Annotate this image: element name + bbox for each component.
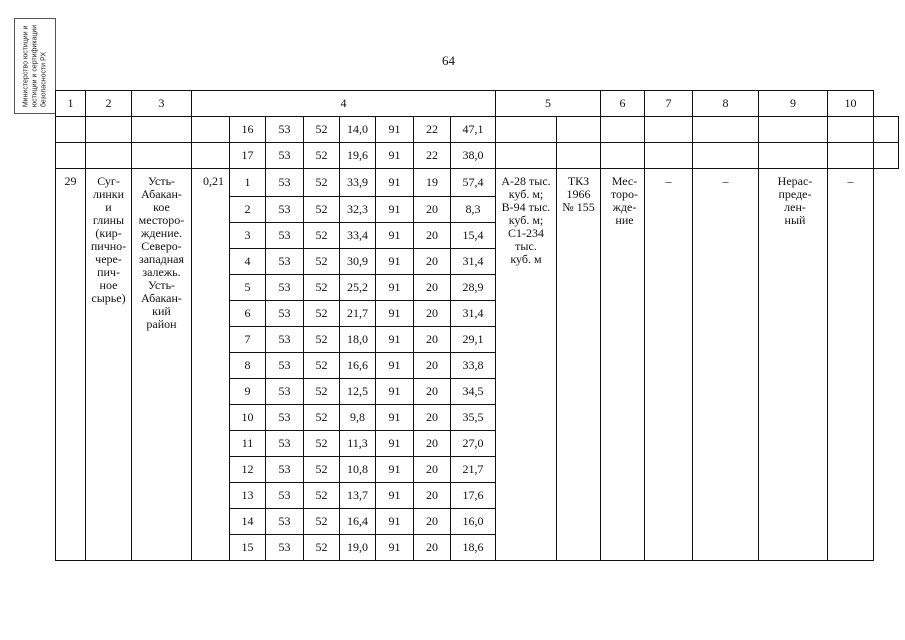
entry-number: 29 [56, 169, 86, 561]
header-row [56, 91, 899, 117]
point-cell: 91 [376, 457, 414, 483]
reserves-line: куб. м [510, 252, 542, 266]
stamp-line: юстиции и сертификации [31, 24, 39, 108]
location-line: кое [153, 200, 170, 214]
mineral-line: сырье) [91, 291, 126, 305]
location-line: Усть- [147, 174, 176, 188]
approval-line: ТКЗ [567, 174, 590, 188]
point-cell: 20 [414, 405, 451, 431]
point-cell: 27,0 [451, 431, 496, 457]
empty-cell [874, 143, 899, 169]
point-cell: 52 [304, 535, 340, 561]
point-cell: 15,4 [451, 223, 496, 249]
point-cell: 52 [304, 405, 340, 431]
location-line: ждение. [141, 226, 182, 240]
point-cell: 52 [304, 353, 340, 379]
point-cell: 52 [304, 143, 340, 169]
empty-cell [693, 143, 759, 169]
point-cell: 91 [376, 249, 414, 275]
point-cell: 21,7 [340, 301, 376, 327]
point-cell: 52 [304, 379, 340, 405]
point-cell: 22 [414, 143, 451, 169]
point-cell: 91 [376, 143, 414, 169]
area: 0,21 [192, 169, 230, 561]
point-cell: 52 [304, 327, 340, 353]
point-cell: 16,0 [451, 509, 496, 535]
point-cell: 14 [230, 509, 266, 535]
point-cell: 25,2 [340, 275, 376, 301]
location-line: Северо- [141, 239, 182, 253]
point-cell: 53 [266, 483, 304, 509]
header-cell: 7 [645, 91, 693, 117]
point-cell: 53 [266, 223, 304, 249]
stamp-line: безопасности РХ [40, 51, 48, 108]
point-cell: 12,5 [340, 379, 376, 405]
page-number: 64 [442, 53, 455, 68]
point-cell: 91 [376, 301, 414, 327]
point-cell: 30,9 [340, 249, 376, 275]
point-cell: 31,4 [451, 301, 496, 327]
location [132, 169, 192, 561]
header-cell: 5 [496, 91, 601, 117]
point-cell: 16 [230, 117, 266, 143]
owner-line: Нерас- [777, 174, 813, 188]
reserves [496, 169, 557, 561]
point-cell: 16,6 [340, 353, 376, 379]
point-cell: 20 [414, 223, 451, 249]
point-cell: 19 [414, 169, 451, 197]
point-cell: 52 [304, 483, 340, 509]
point-cell: 91 [376, 117, 414, 143]
point-cell: 2 [230, 197, 266, 223]
point-cell: 9 [230, 379, 266, 405]
reserves-line: тыс. [515, 239, 537, 253]
point-cell: 52 [304, 169, 340, 197]
point-cell: 53 [266, 327, 304, 353]
point-cell: 10 [230, 405, 266, 431]
location-line: залежь. [142, 265, 181, 279]
approval [557, 169, 601, 561]
location-line: район [146, 317, 177, 331]
continuation-row [56, 143, 899, 169]
point-cell: 10,8 [340, 457, 376, 483]
registration-stamp [14, 18, 56, 114]
header-cell: 1 [56, 91, 86, 117]
point-cell: 8,3 [451, 197, 496, 223]
point-cell: 52 [304, 223, 340, 249]
deposit-type-line: ние [615, 213, 634, 227]
point-cell: 91 [376, 431, 414, 457]
empty-cell [759, 143, 828, 169]
point-cell: 20 [414, 275, 451, 301]
point-cell: 33,8 [451, 353, 496, 379]
point-cell: 20 [414, 301, 451, 327]
point-cell: 91 [376, 509, 414, 535]
empty-cell [86, 117, 132, 143]
empty-cell [132, 143, 192, 169]
owner-line: ный [784, 213, 806, 227]
point-cell: 53 [266, 353, 304, 379]
point-cell: 91 [376, 197, 414, 223]
point-cell: 4 [230, 249, 266, 275]
reserves-line: В-94 тыс. [501, 200, 551, 214]
header-cell: 3 [132, 91, 192, 117]
col7-value: – [645, 169, 693, 561]
location-line: Усть- [147, 278, 176, 292]
point-cell: 18,6 [451, 535, 496, 561]
reserves-line: куб. м; [508, 213, 544, 227]
point-cell: 28,9 [451, 275, 496, 301]
point-cell: 11,3 [340, 431, 376, 457]
col8-value: – [693, 169, 759, 561]
point-cell: 33,9 [340, 169, 376, 197]
point-cell: 20 [414, 483, 451, 509]
empty-cell [828, 117, 874, 143]
location-line: западная [138, 252, 185, 266]
point-cell: 19,0 [340, 535, 376, 561]
point-cell: 16,4 [340, 509, 376, 535]
point-cell: 91 [376, 223, 414, 249]
point-cell: 17,6 [451, 483, 496, 509]
stamp-text [22, 25, 49, 107]
continuation-row [56, 117, 899, 143]
reserves-line: куб. м; [508, 187, 544, 201]
point-cell: 20 [414, 197, 451, 223]
empty-cell [86, 143, 132, 169]
point-cell: 52 [304, 197, 340, 223]
point-cell: 35,5 [451, 405, 496, 431]
point-cell: 21,7 [451, 457, 496, 483]
owner [759, 169, 828, 561]
col10-value: – [828, 169, 874, 561]
point-cell: 91 [376, 353, 414, 379]
point-cell: 53 [266, 169, 304, 197]
point-cell: 22 [414, 117, 451, 143]
empty-cell [557, 117, 601, 143]
header-cell: 2 [86, 91, 132, 117]
empty-cell [601, 117, 645, 143]
point-cell: 53 [266, 431, 304, 457]
header-cell: 9 [759, 91, 828, 117]
header-cell: 4 [192, 91, 496, 117]
point-cell: 53 [266, 509, 304, 535]
empty-cell [56, 143, 86, 169]
reserves-line: С1-234 [508, 226, 544, 240]
approval-line: № 155 [562, 200, 595, 214]
point-cell: 91 [376, 379, 414, 405]
point-cell: 52 [304, 249, 340, 275]
empty-cell [496, 143, 557, 169]
header-cell: 10 [828, 91, 874, 117]
deposit-type [601, 169, 645, 561]
mineral-line: ное [99, 278, 118, 292]
point-cell: 8 [230, 353, 266, 379]
empty-cell [557, 143, 601, 169]
empty-cell [759, 117, 828, 143]
point-cell: 53 [266, 143, 304, 169]
mineral-line: (кир- [95, 226, 122, 240]
point-cell: 91 [376, 327, 414, 353]
stamp-line: Министерство юстиции и [22, 25, 30, 108]
location-line: Абакан- [141, 291, 182, 305]
mineral-line: глины [92, 213, 125, 227]
point-row [56, 169, 899, 197]
point-cell: 53 [266, 301, 304, 327]
point-cell: 20 [414, 327, 451, 353]
point-cell: 14,0 [340, 117, 376, 143]
empty-cell [192, 117, 230, 143]
point-cell: 12 [230, 457, 266, 483]
empty-cell [132, 117, 192, 143]
location-line: кий [152, 304, 171, 318]
empty-cell [496, 117, 557, 143]
point-cell: 19,6 [340, 143, 376, 169]
mineral-line: чере- [95, 252, 122, 266]
point-cell: 20 [414, 457, 451, 483]
mineral [86, 169, 132, 561]
empty-cell [192, 143, 230, 169]
mineral-line: пич- [97, 265, 120, 279]
reserves-line: А-28 тыс. [501, 174, 551, 188]
location-line: Абакан- [141, 187, 182, 201]
point-cell: 91 [376, 535, 414, 561]
point-cell: 91 [376, 169, 414, 197]
point-cell: 52 [304, 301, 340, 327]
empty-cell [645, 117, 693, 143]
point-cell: 53 [266, 405, 304, 431]
point-cell: 13 [230, 483, 266, 509]
deposit-type-line: Мес- [611, 174, 638, 188]
point-cell: 53 [266, 535, 304, 561]
point-cell: 53 [266, 275, 304, 301]
point-cell: 3 [230, 223, 266, 249]
header-cell: 6 [601, 91, 645, 117]
point-cell: 18,0 [340, 327, 376, 353]
location-line: месторо- [138, 213, 185, 227]
point-cell: 20 [414, 353, 451, 379]
point-cell: 52 [304, 431, 340, 457]
point-cell: 52 [304, 457, 340, 483]
empty-cell [828, 143, 874, 169]
point-cell: 11 [230, 431, 266, 457]
point-cell: 17 [230, 143, 266, 169]
empty-cell [645, 143, 693, 169]
point-cell: 33,4 [340, 223, 376, 249]
point-cell: 20 [414, 249, 451, 275]
owner-line: преде- [778, 187, 812, 201]
point-cell: 52 [304, 275, 340, 301]
mineral-line: линки [92, 187, 125, 201]
point-cell: 91 [376, 275, 414, 301]
point-cell: 91 [376, 483, 414, 509]
empty-cell [56, 117, 86, 143]
point-cell: 29,1 [451, 327, 496, 353]
point-cell: 47,1 [451, 117, 496, 143]
point-cell: 6 [230, 301, 266, 327]
point-cell: 38,0 [451, 143, 496, 169]
point-cell: 53 [266, 249, 304, 275]
empty-cell [601, 143, 645, 169]
point-cell: 20 [414, 535, 451, 561]
point-cell: 7 [230, 327, 266, 353]
point-cell: 5 [230, 275, 266, 301]
header-cell: 8 [693, 91, 759, 117]
point-cell: 32,3 [340, 197, 376, 223]
point-cell: 53 [266, 197, 304, 223]
mineral-line: Суг- [97, 174, 120, 188]
point-cell: 20 [414, 509, 451, 535]
deposit-table [55, 90, 899, 561]
point-cell: 34,5 [451, 379, 496, 405]
mineral-line: и [105, 200, 112, 214]
point-cell: 20 [414, 379, 451, 405]
approval-line: 1966 [566, 187, 591, 201]
point-cell: 53 [266, 117, 304, 143]
point-cell: 52 [304, 117, 340, 143]
mineral-line: пично- [90, 239, 127, 253]
point-cell: 13,7 [340, 483, 376, 509]
deposit-type-line: жде- [612, 200, 637, 214]
point-cell: 31,4 [451, 249, 496, 275]
deposit-type-line: торо- [610, 187, 639, 201]
point-cell: 1 [230, 169, 266, 197]
owner-line: лен- [784, 200, 806, 214]
point-cell: 52 [304, 509, 340, 535]
point-cell: 15 [230, 535, 266, 561]
point-cell: 57,4 [451, 169, 496, 197]
point-cell: 53 [266, 457, 304, 483]
empty-cell [874, 117, 899, 143]
point-cell: 91 [376, 405, 414, 431]
point-cell: 53 [266, 379, 304, 405]
point-cell: 9,8 [340, 405, 376, 431]
empty-cell [693, 117, 759, 143]
point-cell: 20 [414, 431, 451, 457]
